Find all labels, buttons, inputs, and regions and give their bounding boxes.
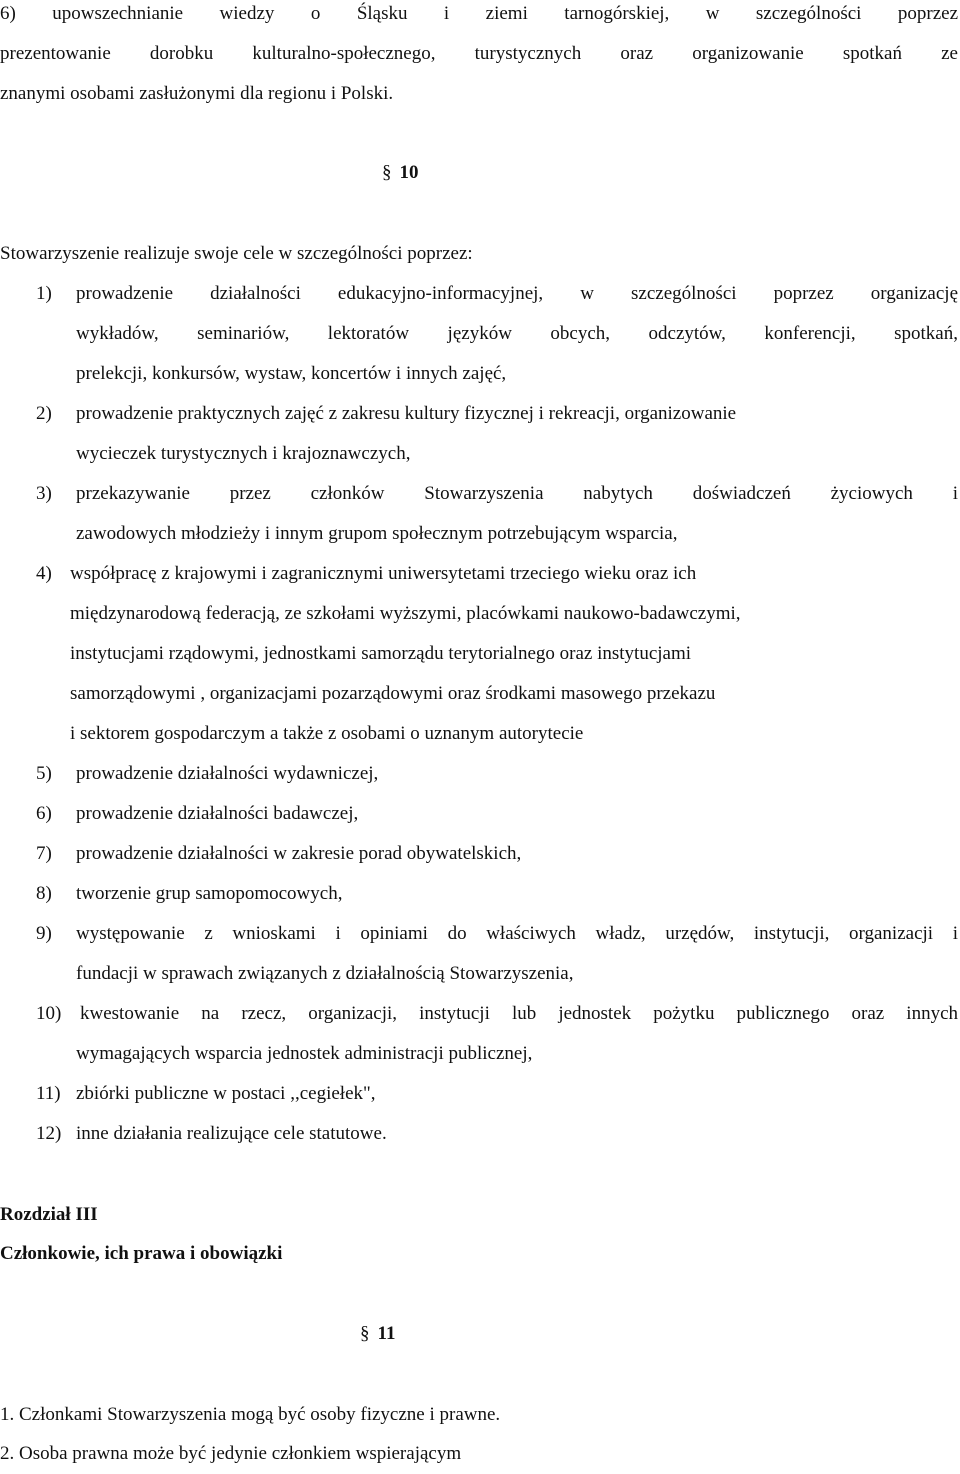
list-item-4-line-3: instytucjami rządowymi, jednostkami samorządu terytorialnego oraz instytucjami	[70, 643, 692, 664]
section-10-heading	[382, 153, 419, 193]
list-item-9-line-1: występowanie z wnioskami i opiniami do właściwych władz, urzędów, instytucji, organizacji i	[76, 923, 958, 944]
section-11-heading	[360, 1314, 395, 1354]
section-10-lead: Stowarzyszenie realizuje swoje cele w szczególności poprzez:	[0, 243, 473, 264]
list-item-4-line-5: i sektorem gospodarczym a także z osobami o uznanym autorytecie	[70, 723, 584, 744]
list-item-number: 1)	[36, 283, 52, 304]
list-item-number: 10)	[36, 1003, 62, 1024]
list-item-4-line-4: samorządowymi , organizacjami pozarządowymi oraz środkami masowego przekazu	[70, 683, 716, 704]
list-item-number: 8)	[36, 883, 52, 904]
paragraph-sign: §	[360, 1323, 370, 1344]
list-item-number: 4)	[36, 563, 52, 584]
intro-line-1: 6) upowszechnianie wiedzy o Śląsku i ziemi tarnogórskiej, w szczególności poprzez	[0, 3, 958, 24]
list-item-number: 11)	[36, 1083, 61, 1104]
list-item-12-line-1: inne działania realizujące cele statutowe.	[76, 1123, 387, 1144]
list-item-2-line-1: prowadzenie praktycznych zajęć z zakresu kultury fizycznej i rekreacji, organizowanie	[76, 403, 737, 424]
list-item-number: 12)	[36, 1123, 62, 1144]
section-11-item-1: 1. Członkami Stowarzyszenia mogą być osoby fizyczne i prawne.	[0, 1404, 501, 1425]
list-item-8-line-1: tworzenie grup samopomocowych,	[76, 883, 343, 904]
section-10-number: 10	[399, 162, 419, 183]
list-item-4	[36, 554, 72, 594]
list-item-number: 9)	[36, 923, 52, 944]
list-item-12	[36, 1114, 72, 1154]
list-item-6-line-1: prowadzenie działalności badawczej,	[76, 803, 359, 824]
section-11-number: 11	[377, 1323, 396, 1344]
list-item-11-line-1: zbiórki publiczne w postaci ,,cegiełek",	[76, 1083, 376, 1104]
list-item-2	[36, 394, 72, 434]
list-item-11	[36, 1074, 72, 1114]
list-item-9-line-2: fundacji w sprawach związanych z działalnością Stowarzyszenia,	[76, 963, 574, 984]
list-item-5	[36, 754, 72, 794]
chapter-title: Rozdział III	[0, 1204, 98, 1225]
list-item-number: 7)	[36, 843, 52, 864]
list-item-number: 3)	[36, 483, 52, 504]
list-item-4-line-1: współpracę z krajowymi i zagranicznymi uniwersytetami trzeciego wieku oraz ich	[70, 563, 697, 584]
list-item-number: 5)	[36, 763, 52, 784]
list-item-7	[36, 834, 72, 874]
list-item-4-line-2: międzynarodową federacją, ze szkołami wyższymi, placówkami naukowo-badawczymi,	[70, 603, 741, 624]
list-item-3-line-1: przekazywanie przez członków Stowarzyszenia nabytych doświadczeń życiowych i	[76, 483, 958, 504]
list-item-5-line-1: prowadzenie działalności wydawniczej,	[76, 763, 379, 784]
list-item-1-line-3: prelekcji, konkursów, wystaw, koncertów i innych zajęć,	[76, 363, 507, 384]
list-item-1	[36, 274, 72, 314]
list-item-number: 2)	[36, 403, 52, 424]
list-item-10	[36, 994, 72, 1034]
paragraph-sign: §	[382, 162, 392, 183]
list-item-3	[36, 474, 72, 514]
list-item-10-line-2: wymagających wsparcia jednostek administracji publicznej,	[76, 1043, 533, 1064]
chapter-subtitle: Członkowie, ich prawa i obowiązki	[0, 1243, 283, 1264]
list-item-10-line-1: kwestowanie na rzecz, organizacji, instytucji lub jednostek pożytku publicznego oraz innych	[80, 1003, 958, 1024]
list-item-6	[36, 794, 72, 834]
intro-line-2: prezentowanie dorobku kulturalno-społecznego, turystycznych oraz organizowanie spotkań ze	[0, 43, 958, 64]
list-item-number: 6)	[36, 803, 52, 824]
list-item-7-line-1: prowadzenie działalności w zakresie porad obywatelskich,	[76, 843, 522, 864]
intro-line-3: znanymi osobami zasłużonymi dla regionu i Polski.	[0, 83, 394, 104]
list-item-8	[36, 874, 72, 914]
list-item-1-line-2: wykładów, seminariów, lektoratów języków obcych, odczytów, konferencji, spotkań,	[76, 323, 958, 344]
list-item-2-line-2: wycieczek turystycznych i krajoznawczych,	[76, 443, 411, 464]
list-item-3-line-2: zawodowych młodzieży i innym grupom społecznym potrzebującym wsparcia,	[76, 523, 678, 544]
section-11-item-2: 2. Osoba prawna może być jedynie członkiem wspierającym	[0, 1443, 462, 1464]
list-item-1-line-1: prowadzenie działalności edukacyjno-informacyjnej, w szczególności poprzez organizację	[76, 283, 958, 304]
list-item-9	[36, 914, 72, 954]
